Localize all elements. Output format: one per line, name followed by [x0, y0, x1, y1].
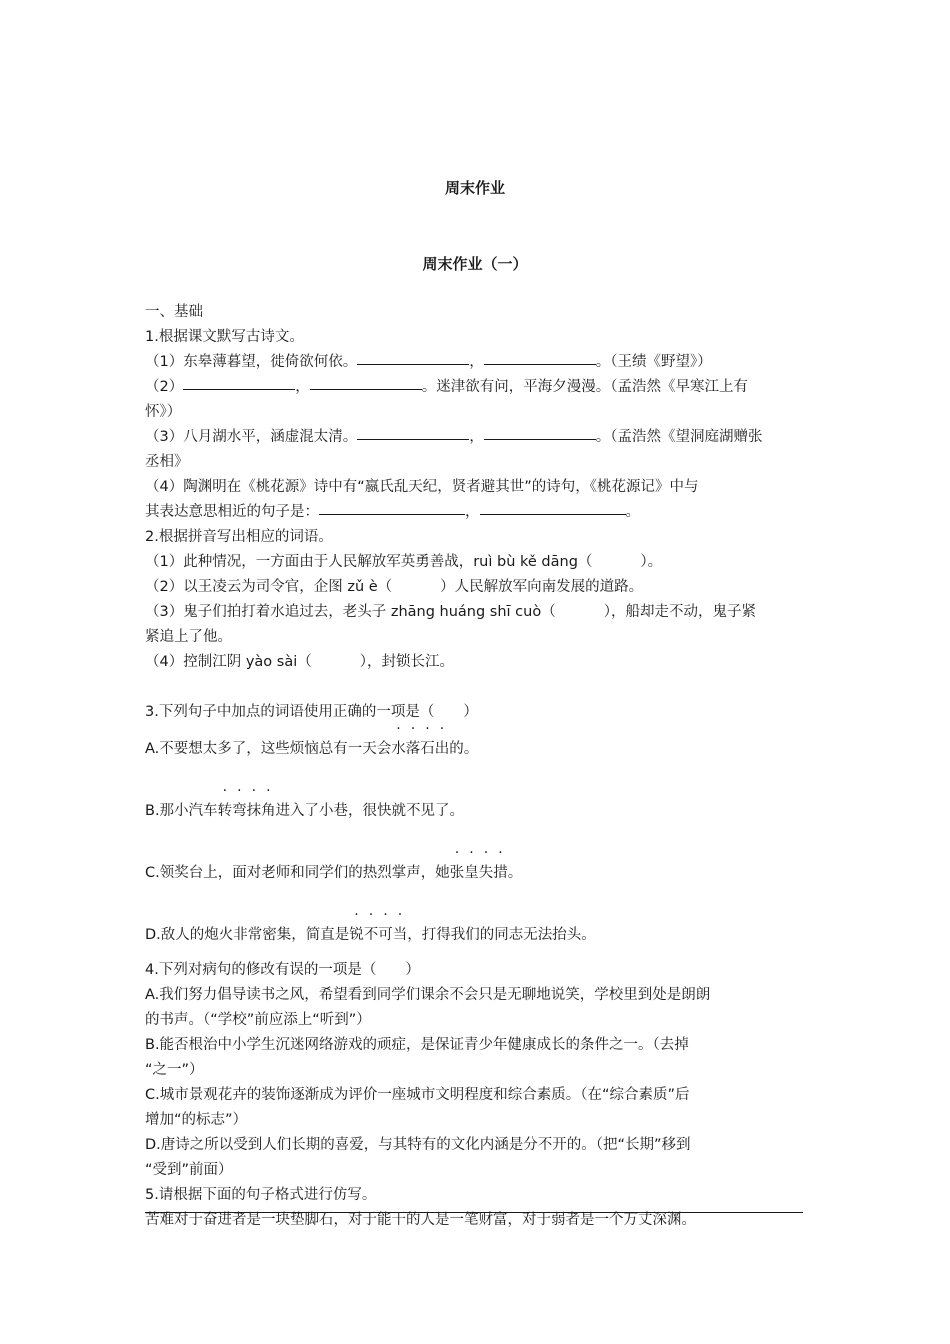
text: ，: [465, 504, 480, 520]
q1-item-4-cont: [145, 500, 810, 525]
q4-option-d: D.唐诗之所以受到人们长期的喜爱，与其特有的文化内涵是分不开的。（把“长期”移到: [145, 1137, 691, 1153]
spacer: [145, 675, 810, 700]
q1-item-1: [145, 350, 810, 375]
dotted-char: 可: [378, 927, 393, 943]
section-heading: 一、基础: [145, 304, 203, 320]
text: （1）东皋薄暮望，徙倚欲何依。: [145, 354, 358, 370]
text: ），封锁长江。: [359, 654, 454, 670]
text: （2）: [145, 379, 184, 395]
q3-option-a: [145, 737, 810, 762]
q3-option-d: [145, 923, 810, 948]
answer-blank[interactable]: [357, 363, 469, 365]
text: 进入了小巷，很快就不见了。: [275, 803, 465, 819]
dotted-char: 石: [420, 741, 435, 757]
q2-item-4: [145, 650, 810, 675]
q1-stem: 1.根据课文默写古诗文。: [145, 329, 304, 345]
answer-blank[interactable]: [357, 438, 469, 440]
q3-option-b: [145, 799, 810, 824]
text: （4）控制江阴 yào sài（: [145, 654, 312, 670]
document-body: [145, 300, 810, 1233]
dotted-char: 角: [261, 803, 276, 819]
dotted-char: 水: [391, 741, 406, 757]
text: 。（孟浩然《望洞庭湖赠张: [595, 429, 763, 445]
dotted-char: 落: [405, 741, 421, 757]
q4-option-c: C.城市景观花卉的装饰逐渐成为评价一座城市文明程度和综合素质。（在“综合素质”后: [145, 1087, 690, 1103]
dotted-char: 出: [434, 741, 450, 757]
text: C.领奖台上，面对老师和同学们的热烈掌声，她: [145, 865, 450, 881]
dotted-phrase: [450, 865, 508, 881]
text: ，: [469, 354, 484, 370]
dotted-phrase: [391, 741, 449, 757]
q2-stem: 2.根据拼音写出相应的词语。: [145, 529, 333, 545]
text: （1）此种情况，一方面由于人民解放军英勇善战，ruì bù kě dāng（: [145, 554, 593, 570]
answer-blank[interactable]: [310, 388, 422, 390]
text: ，: [469, 429, 484, 445]
q2-item-3-cont: 紧追上了他。: [145, 629, 232, 645]
text: 。: [507, 865, 523, 881]
text: B.那小汽车: [145, 803, 218, 819]
answer-blank[interactable]: [183, 388, 295, 390]
text: 。: [625, 504, 640, 520]
dotted-phrase: [218, 803, 276, 819]
q2-item-2: [145, 575, 810, 600]
q4-option-a-cont: 的书声。（“学校”前应添上“听到”）: [145, 1012, 371, 1028]
text: ，打得我们的同志无法抬头。: [407, 927, 596, 943]
text: （3）鬼子们拍打着水追过去，老头子 zhāng huáng shī cuò（: [145, 604, 556, 620]
q5-answer-line[interactable]: [145, 1212, 803, 1213]
dotted-char: 不: [363, 927, 379, 943]
q4-option-b-cont: “之一”）: [145, 1062, 204, 1078]
text: ），船却走不动，鬼子紧: [603, 604, 756, 620]
q4-option-c-cont: 增加“的标志”）: [145, 1112, 248, 1128]
text: ）人民解放军向南发展的道路。: [440, 579, 644, 595]
text: 其表达意思相近的句子是：: [145, 504, 319, 520]
q2-item-3: [145, 600, 810, 625]
answer-blank[interactable]: [484, 363, 596, 365]
dotted-char: 弯: [232, 803, 247, 819]
text: ）。: [640, 554, 663, 570]
dotted-char: 锐: [349, 927, 364, 943]
spacer: [145, 886, 810, 911]
dotted-char: 抹: [246, 803, 262, 819]
dotted-char: 当: [392, 927, 408, 943]
q3-option-c: [145, 861, 810, 886]
text: （3）八月湖水平，涵虚混太清。: [145, 429, 358, 445]
q4-option-b: B.能否根治中小学生沉迷网络游戏的顽症，是保证青少年健康成长的条件之一。（去掉: [145, 1037, 689, 1053]
text: A.不要想太多了，这些烦恼总有一天会: [145, 741, 392, 757]
text: ，: [295, 379, 310, 395]
q1-item-3-cont: 丞相》: [145, 454, 189, 470]
q1-item-3: [145, 425, 810, 450]
answer-blank[interactable]: [319, 513, 465, 515]
text: 。迷津欲有问，平海夕漫漫。（孟浩然《早寒江上有: [421, 379, 748, 395]
answer-blank[interactable]: [480, 513, 626, 515]
q5-stem: 5.请根据下面的句子格式进行仿写。: [145, 1187, 377, 1203]
text: D.敌人的炮火非常密集，简直是: [145, 927, 350, 943]
dotted-char: 失: [478, 865, 494, 881]
dotted-phrase: [349, 927, 407, 943]
q1-item-4: （4）陶渊明在《桃花源》诗中有“嬴氏乱天纪，贤者避其世”的诗句，《桃花源记》中与: [145, 479, 699, 495]
q2-item-1: [145, 550, 810, 575]
text: （2）以王凌云为司令官，企图 zǔ è（: [145, 579, 393, 595]
document-title: 周末作业: [444, 179, 505, 197]
q4-option-d-cont: “受到”前面）: [145, 1162, 233, 1178]
dotted-char: 张: [449, 865, 465, 881]
dotted-char: 措: [493, 865, 508, 881]
q5-example: 苦难对于奋进者是一块垫脚石，对于能干的人是一笔财富，对于弱者是一个万丈深渊。: [145, 1212, 696, 1228]
q1-item-2: [145, 375, 810, 400]
q1-item-2-cont: 怀》）: [145, 404, 182, 420]
text: 。（王绩《野望》）: [595, 354, 712, 370]
q4-stem: 4.下列对病句的修改有误的一项是（ ）: [145, 962, 420, 978]
q4-option-a: A.我们努力倡导读书之风，希望看到同学们课余不会只是无聊地说笑，学校里到处是朗朗: [145, 987, 711, 1003]
document-subtitle: 周末作业（一）: [422, 255, 528, 273]
dotted-char: 皇: [464, 865, 479, 881]
text: 的。: [449, 741, 479, 757]
answer-blank[interactable]: [484, 438, 596, 440]
dotted-char: 转: [217, 803, 233, 819]
q3-stem: 3.下列句子中加点的词语使用正确的一项是（ ）: [145, 704, 478, 720]
